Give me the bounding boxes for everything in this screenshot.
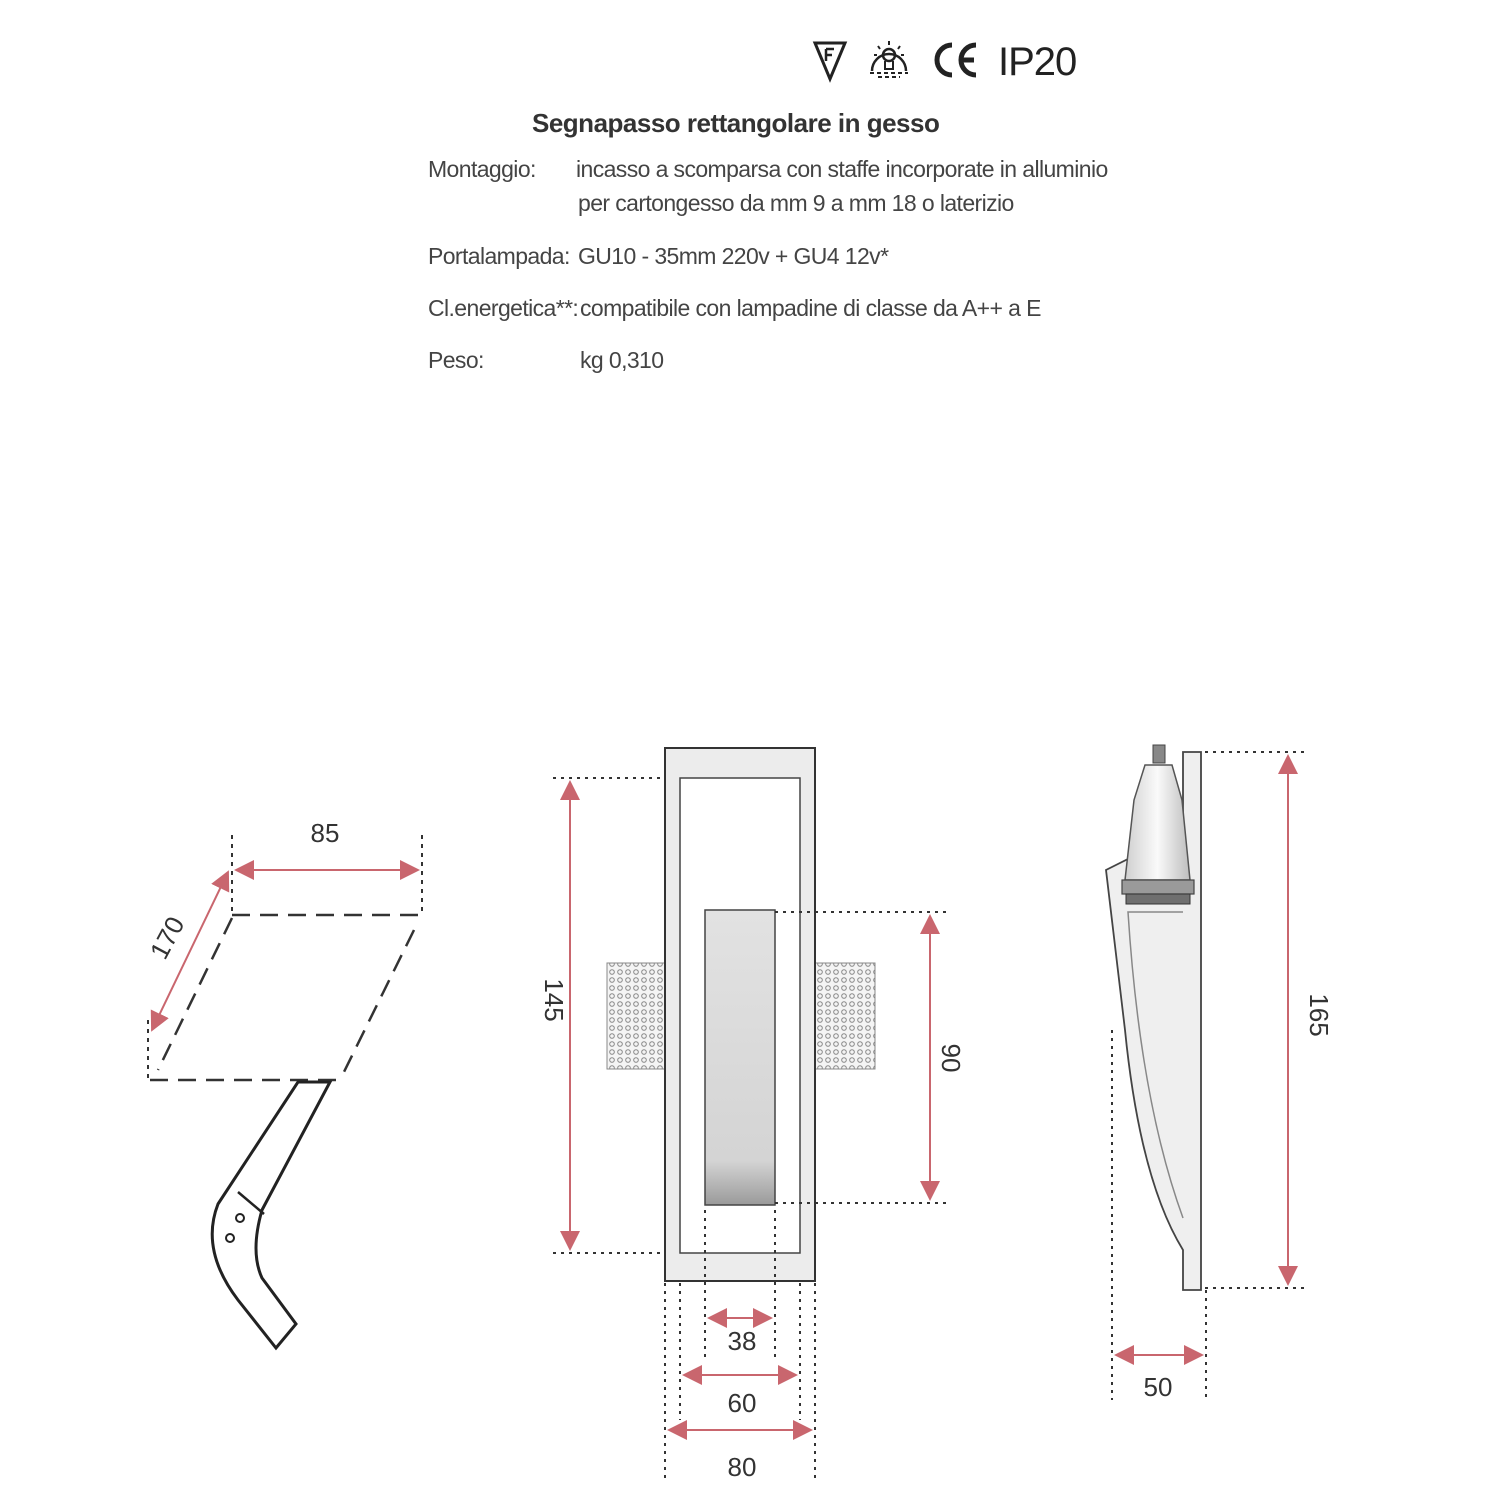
side-view-drawing [1106, 745, 1334, 1402]
mounting-bracket [212, 1082, 330, 1348]
ip-rating: IP20 [998, 40, 1077, 84]
spec-value: incasso a scomparsa con staffe incorporate in alluminio [576, 156, 1108, 182]
spec-label: Portalampada: [428, 243, 570, 269]
dim-label-side-depth: 50 [1143, 1372, 1173, 1402]
spec-value: GU10 - 35mm 220v + GU4 12v* [578, 243, 889, 269]
dim-label-top-depth: 170 [143, 911, 191, 964]
spec-label: Peso: [428, 347, 484, 373]
spec-label: Cl.energetica**: [428, 295, 579, 321]
spec-value-continued: per cartongesso da mm 9 a mm 18 o laterizio [578, 190, 1014, 216]
dim-label-opening-width: 38 [727, 1326, 757, 1356]
spec-value: compatibile con lampadine di classe da A++ a E [580, 295, 1041, 321]
dim-label-front-height: 145 [539, 978, 569, 1022]
top-view-drawing [144, 818, 422, 1348]
mesh-flange-right [815, 963, 875, 1069]
dim-label-outer-width: 80 [727, 1452, 757, 1482]
spec-label: Montaggio: [428, 156, 536, 182]
light-opening [705, 910, 775, 1205]
spec-value: kg 0,310 [580, 347, 664, 373]
dim-label-opening-height: 90 [936, 1043, 966, 1073]
product-title: Segnapasso rettangolare in gesso [532, 108, 940, 138]
front-view-drawing [539, 748, 966, 1482]
dim-label-top-width: 85 [310, 818, 340, 848]
dim-label-inner-width: 60 [727, 1388, 757, 1418]
dim-label-side-height: 165 [1304, 993, 1334, 1037]
mesh-flange-left [607, 963, 667, 1069]
